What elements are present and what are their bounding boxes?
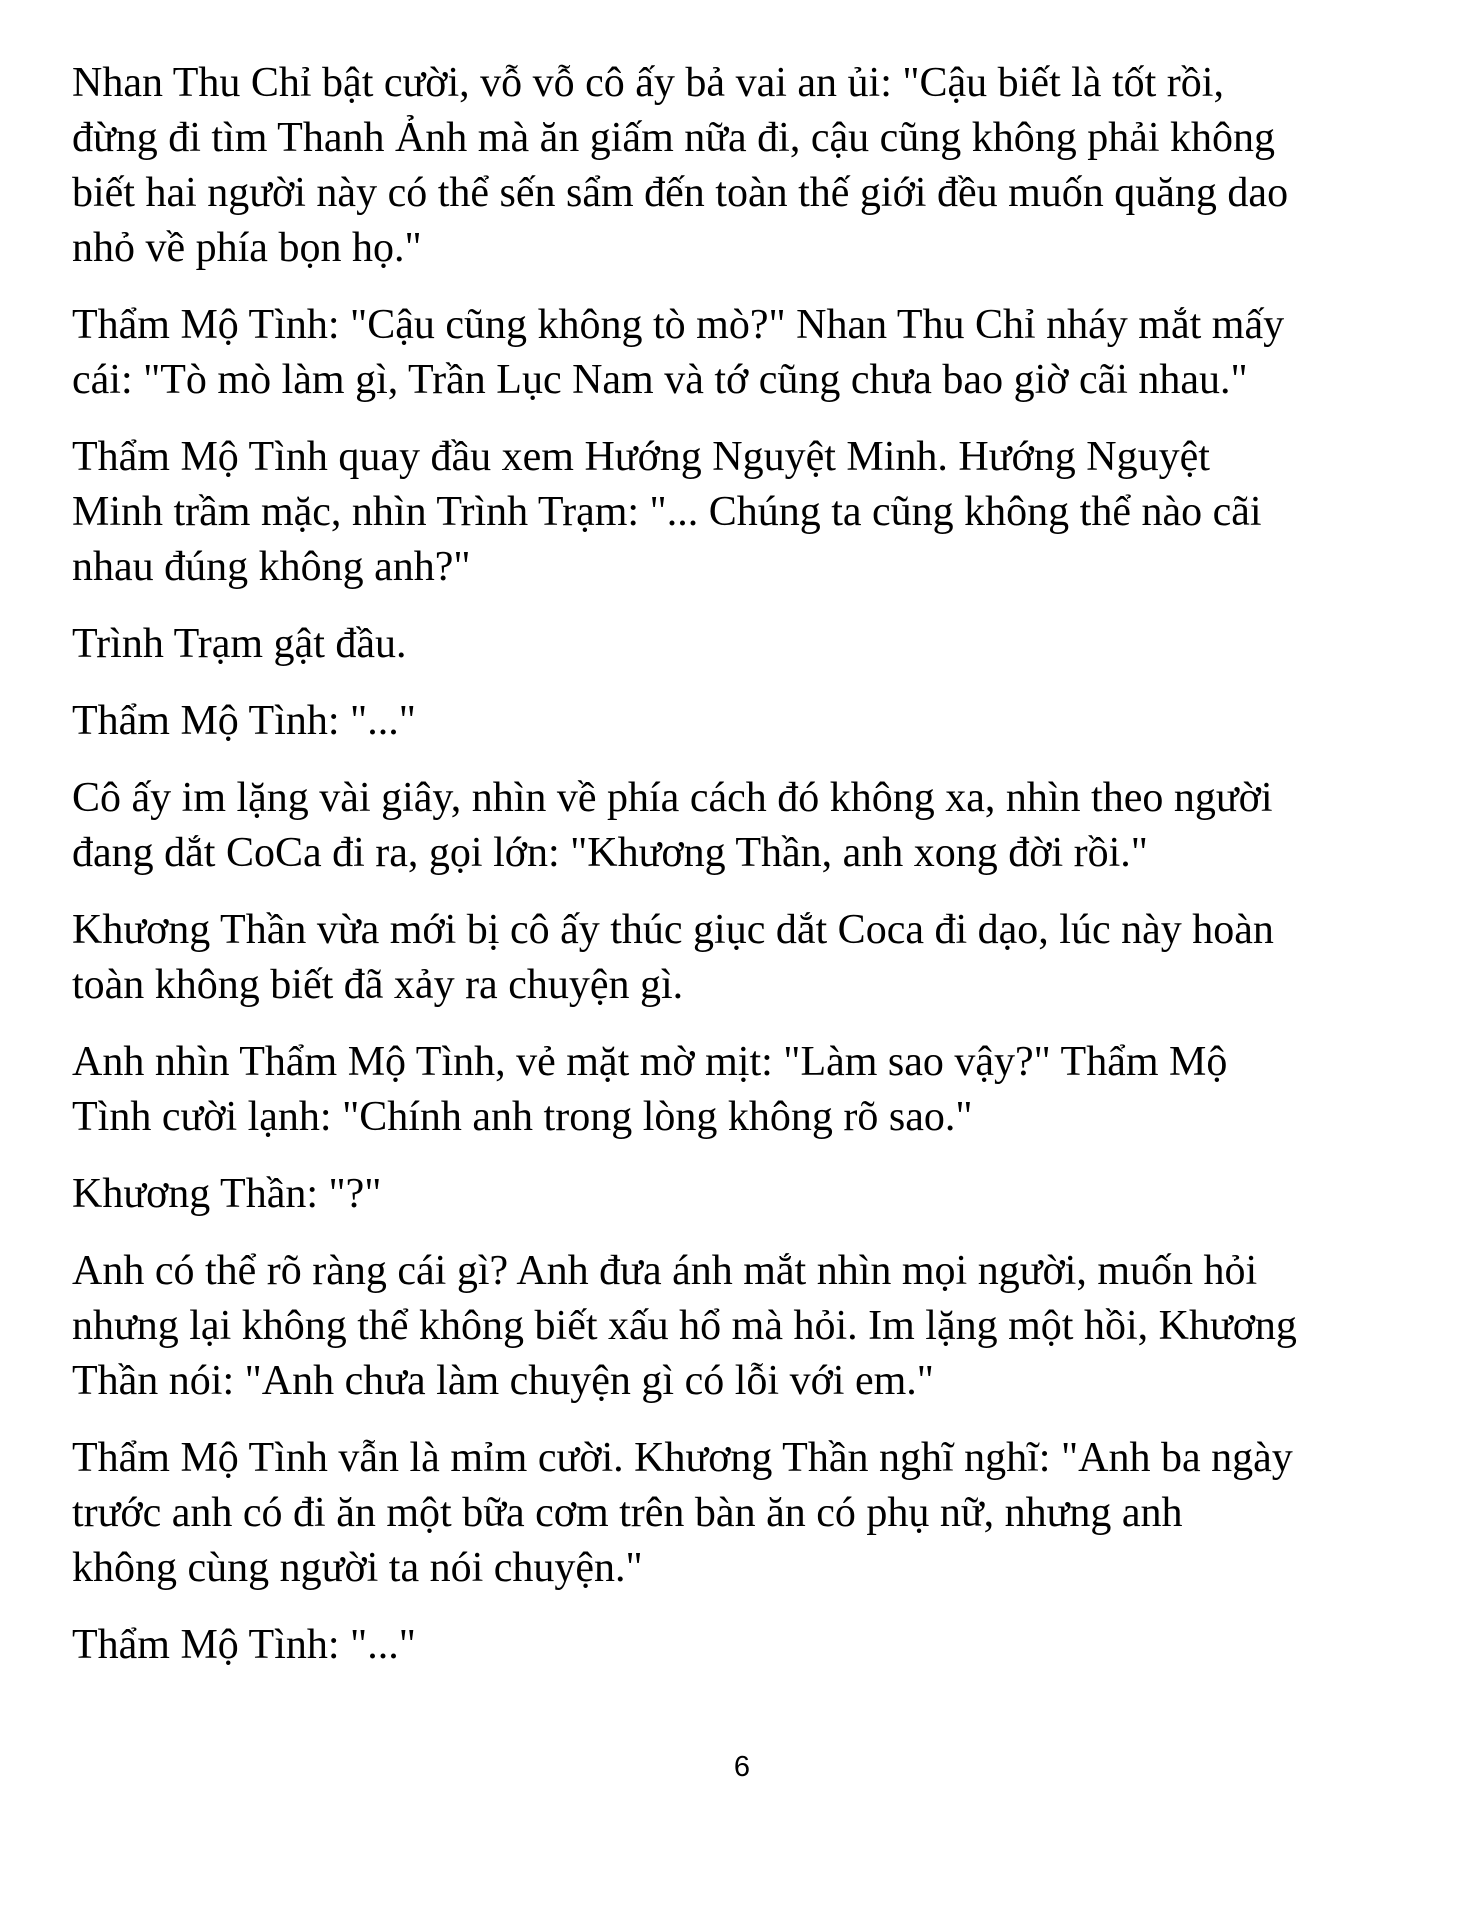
- text-line: Tình cười lạnh: "Chính anh trong lòng không rõ sao.": [72, 1094, 973, 1140]
- text-line: cái: "Tò mò làm gì, Trần Lục Nam và tớ cũng chưa bao giờ cãi nhau.": [72, 357, 1248, 403]
- paragraph: [72, 1244, 1418, 1409]
- paragraph: [72, 1167, 1418, 1222]
- paragraph: [72, 430, 1418, 595]
- paragraph: [72, 56, 1418, 276]
- page-number: 6: [733, 1751, 751, 1783]
- text-line: đừng đi tìm Thanh Ảnh mà ăn giấm nữa đi, cậu cũng không phải không: [72, 115, 1276, 161]
- text-line: nhỏ về phía bọn họ.": [72, 225, 422, 271]
- text-line: toàn không biết đã xảy ra chuyện gì.: [72, 962, 684, 1008]
- text-line: Khương Thần: "?": [72, 1171, 382, 1217]
- paragraph: [72, 617, 1418, 672]
- text-line: nhưng lại không thể không biết xấu hổ mà hỏi. Im lặng một hồi, Khương: [72, 1303, 1297, 1349]
- text-line: Thẩm Mộ Tình: "...": [72, 698, 416, 744]
- text-line: biết hai người này có thể sến sẩm đến toàn thế giới đều muốn quăng dao: [72, 170, 1289, 216]
- text-line: Khương Thần vừa mới bị cô ấy thúc giục dắt Coca đi dạo, lúc này hoàn: [72, 907, 1274, 953]
- text-line: Minh trầm mặc, nhìn Trình Trạm: "... Chúng ta cũng không thể nào cãi: [72, 489, 1262, 535]
- text-line: đang dắt CoCa đi ra, gọi lớn: "Khương Thần, anh xong đời rồi.": [72, 830, 1148, 876]
- paragraph: [72, 771, 1418, 881]
- text-line: Anh có thể rõ ràng cái gì? Anh đưa ánh mắt nhìn mọi người, muốn hỏi: [72, 1248, 1258, 1294]
- paragraph: [72, 1618, 1418, 1673]
- paragraph: [72, 298, 1418, 408]
- text-line: Thẩm Mộ Tình: "...": [72, 1622, 416, 1668]
- text-line: Trình Trạm gật đầu.: [72, 621, 407, 667]
- page-footer: [0, 1748, 1484, 1786]
- paragraph: [72, 694, 1418, 749]
- paragraph: [72, 903, 1418, 1013]
- text-line: trước anh có đi ăn một bữa cơm trên bàn ăn có phụ nữ, nhưng anh: [72, 1490, 1183, 1536]
- text-line: Thẩm Mộ Tình quay đầu xem Hướng Nguyệt Minh. Hướng Nguyệt: [72, 434, 1210, 480]
- document-body: [72, 56, 1418, 1695]
- text-line: Thần nói: "Anh chưa làm chuyện gì có lỗi với em.": [72, 1358, 934, 1404]
- paragraph: [72, 1431, 1418, 1596]
- text-line: Thẩm Mộ Tình: "Cậu cũng không tò mò?" Nhan Thu Chỉ nháy mắt mấy: [72, 302, 1285, 348]
- paragraph: [72, 1035, 1418, 1145]
- text-line: Nhan Thu Chỉ bật cười, vỗ vỗ cô ấy bả vai an ủi: "Cậu biết là tốt rồi,: [72, 60, 1224, 106]
- text-line: Cô ấy im lặng vài giây, nhìn về phía cách đó không xa, nhìn theo người: [72, 775, 1273, 821]
- text-line: Thẩm Mộ Tình vẫn là mỉm cười. Khương Thần nghĩ nghĩ: "Anh ba ngày: [72, 1435, 1293, 1481]
- text-line: nhau đúng không anh?": [72, 544, 471, 590]
- text-line: Anh nhìn Thẩm Mộ Tình, vẻ mặt mờ mịt: "Làm sao vậy?" Thẩm Mộ: [72, 1039, 1228, 1085]
- text-line: không cùng người ta nói chuyện.": [72, 1545, 643, 1591]
